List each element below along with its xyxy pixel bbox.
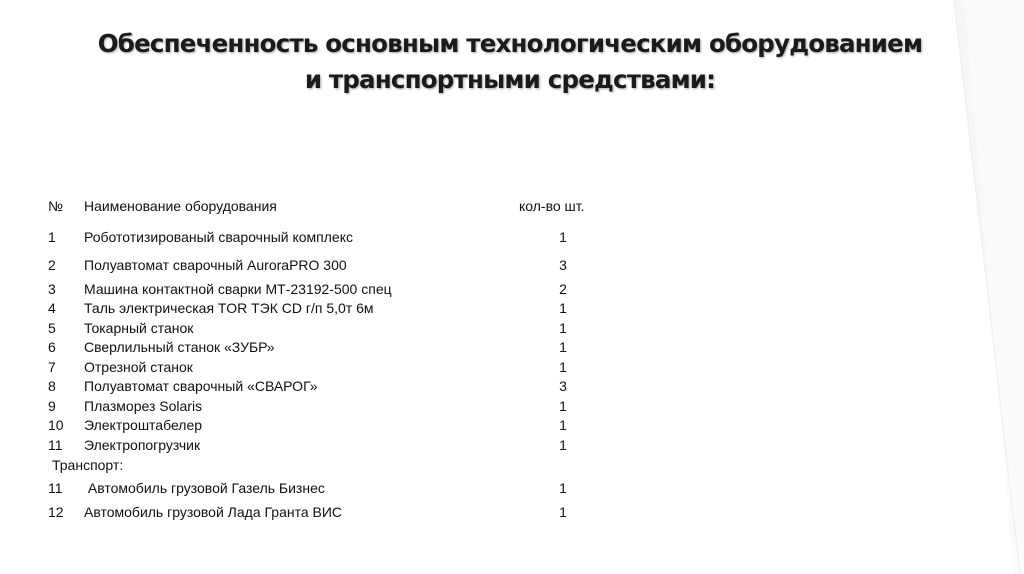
row-num: 4 bbox=[48, 300, 56, 316]
row-num: 8 bbox=[48, 378, 56, 394]
slide-title-line-2: и транспортными средствами: bbox=[304, 65, 716, 94]
row-name: Плазморез Solaris bbox=[84, 398, 203, 414]
row-name: Электроштабелер bbox=[84, 417, 203, 433]
row-num: 10 bbox=[48, 417, 64, 433]
row-name: Робототизированый сварочный комплекс bbox=[84, 229, 353, 245]
table-row bbox=[0, 337, 1024, 357]
table-row bbox=[0, 415, 1024, 435]
table-row bbox=[0, 227, 1024, 247]
row-qty: 1 bbox=[559, 437, 567, 453]
row-name: Полуавтомат сварочный AuroraPRO 300 bbox=[84, 257, 347, 273]
table-row bbox=[0, 357, 1024, 377]
row-qty: 1 bbox=[559, 417, 567, 433]
table-row bbox=[0, 318, 1024, 338]
row-num: 7 bbox=[48, 359, 56, 375]
table-row bbox=[0, 478, 1024, 498]
row-name: Электропогрузчик bbox=[84, 437, 201, 453]
row-num: 6 bbox=[48, 339, 56, 355]
row-qty: 3 bbox=[559, 378, 567, 394]
table-row bbox=[0, 396, 1024, 416]
row-num: 2 bbox=[48, 257, 56, 273]
row-num: 11 bbox=[48, 480, 63, 496]
transport-section-row bbox=[0, 455, 1024, 475]
row-qty: 1 bbox=[559, 504, 567, 520]
table-row bbox=[0, 298, 1024, 318]
row-qty: 1 bbox=[559, 480, 567, 496]
row-name: Токарный станок bbox=[84, 320, 194, 336]
row-num: 9 bbox=[48, 398, 56, 414]
header-qty: кол-во шт. bbox=[519, 198, 585, 214]
row-qty: 1 bbox=[559, 398, 567, 414]
row-qty: 2 bbox=[559, 281, 567, 297]
transport-label: Транспорт: bbox=[52, 457, 124, 473]
row-name: Машина контактной сварки МТ-23192-500 спец bbox=[84, 281, 392, 297]
row-qty: 1 bbox=[559, 300, 567, 316]
row-qty: 1 bbox=[559, 229, 567, 245]
table-row bbox=[0, 435, 1024, 455]
row-num: 5 bbox=[48, 320, 56, 336]
header-name: Наименование оборудования bbox=[84, 198, 277, 214]
row-name: Автомобиль грузовой Газель Бизнес bbox=[84, 480, 325, 496]
row-name: Таль электрическая TOR ТЭК CD г/п 5,0т 6м bbox=[84, 300, 374, 316]
header-num: № bbox=[48, 198, 64, 214]
table-row bbox=[0, 255, 1024, 275]
row-name: Сверлильный станок «ЗУБР» bbox=[84, 339, 275, 355]
table-header-row bbox=[0, 196, 1024, 216]
slide-title-line-1: Обеспеченность основным технологическим оборудованием bbox=[97, 29, 923, 58]
row-qty: 1 bbox=[559, 320, 567, 336]
row-qty: 1 bbox=[559, 339, 567, 355]
row-name: Автомобиль грузовой Лада Гранта ВИС bbox=[84, 504, 343, 520]
row-name: Полуавтомат сварочный «СВАРОГ» bbox=[84, 378, 318, 394]
row-qty: 3 bbox=[559, 257, 567, 273]
table-row bbox=[0, 279, 1024, 299]
row-name: Отрезной станок bbox=[84, 359, 193, 375]
row-num: 3 bbox=[48, 281, 56, 297]
row-num: 11 bbox=[48, 437, 63, 453]
row-num: 12 bbox=[48, 504, 64, 520]
table-row bbox=[0, 376, 1024, 396]
row-num: 1 bbox=[48, 229, 56, 245]
table-row bbox=[0, 502, 1024, 522]
row-qty: 1 bbox=[559, 359, 567, 375]
